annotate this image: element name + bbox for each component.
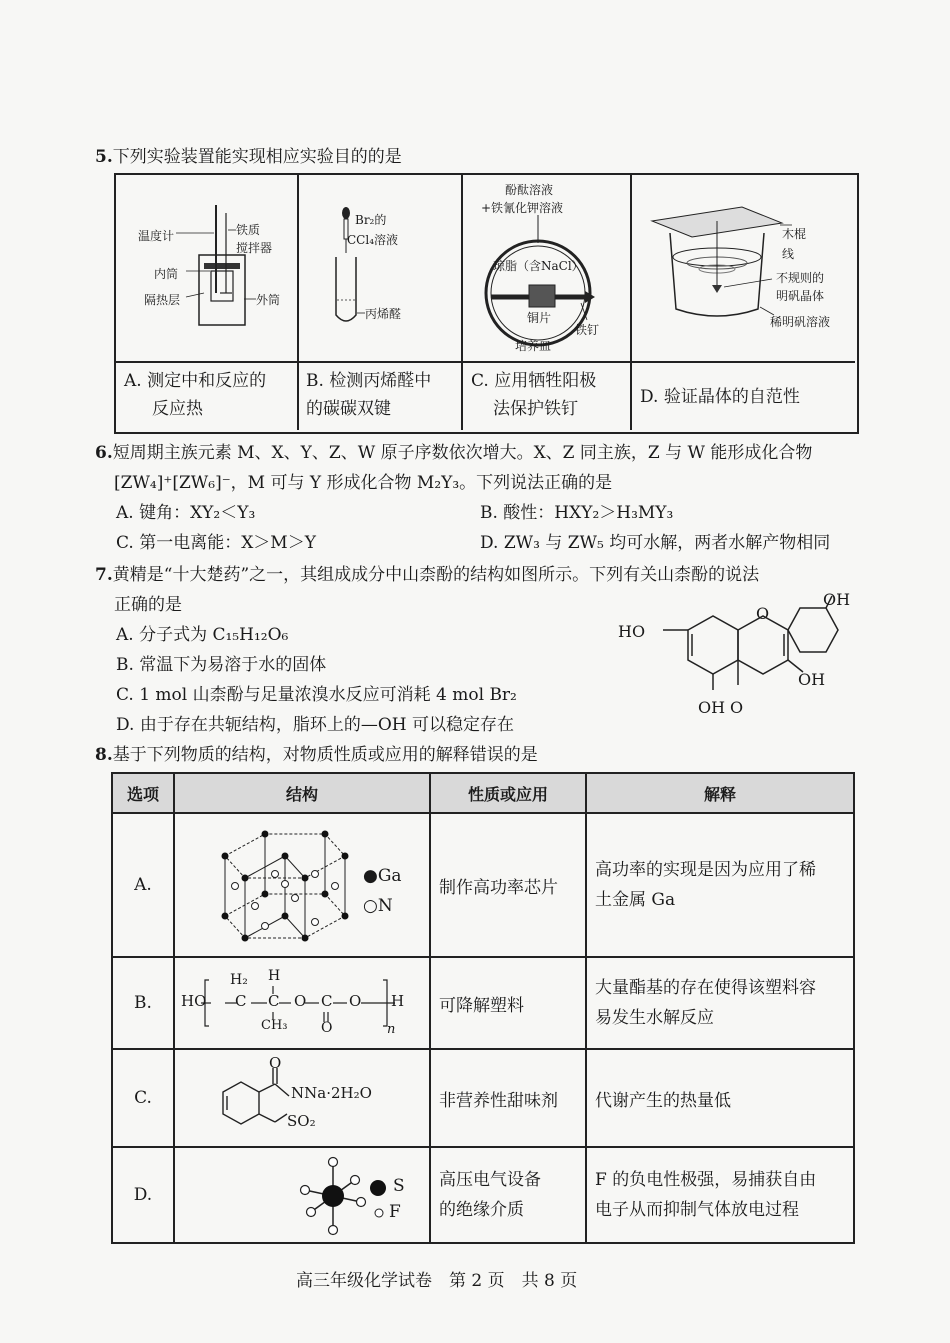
row-explanation: 代谢产生的热量低 <box>586 1049 854 1147</box>
legend-ga: ●Ga <box>363 866 402 886</box>
label-o-carbonyl: O <box>730 698 744 717</box>
q7-stem-line2: 正确的是 <box>114 595 182 615</box>
row-explanation: 高功率的实现是因为应用了稀 土金属 Ga <box>586 813 854 957</box>
legend-f: F <box>389 1202 401 1222</box>
label-irregular: 不规则的 <box>776 271 825 285</box>
testtube-drawing <box>299 175 461 361</box>
row-option: D. <box>112 1147 174 1243</box>
label-oh-right: OH <box>798 670 826 689</box>
label-o-ring: O <box>756 604 770 623</box>
saccharin-structure-cell <box>174 1049 430 1147</box>
formula-ho: HO <box>181 992 207 1010</box>
label-thermometer: 温度计 <box>138 229 175 243</box>
formula-h-end: H <box>391 992 405 1010</box>
col-header-property: 性质或应用 <box>430 773 586 813</box>
row-use: 高压电气设备 的绝缘介质 <box>430 1147 586 1243</box>
formula-o1: O <box>294 992 307 1010</box>
label-alum-solution: 稀明矾溶液 <box>770 315 831 329</box>
label-thread: 线 <box>782 247 795 261</box>
label-ferricyanide: +铁氰化钾溶液 <box>481 201 564 215</box>
label-inner: 内筒 <box>154 267 179 281</box>
calorimeter-figure <box>116 175 297 361</box>
q7-option-d[interactable]: D. 由于存在共轭结构，脂环上的—OH 可以稳定存在 <box>116 715 514 735</box>
q5-option-a[interactable]: A. 测定中和反应的 反应热 <box>124 371 267 419</box>
row-option: B. <box>112 957 174 1049</box>
calorimeter-drawing <box>116 175 297 361</box>
col-header-option: 选项 <box>112 773 174 813</box>
row-explanation: F 的负电性极强，易捕获自由 电子从而抑制气体放电过程 <box>586 1147 854 1243</box>
question-number: 5. <box>95 147 113 167</box>
q6-stem-line1: 6.短周期主族元素 M、X、Y、Z、W 原子序数依次增大。X、Z 同主族，Z 与 W 能形成化合物 <box>95 443 813 463</box>
petri-dish-figure <box>463 175 630 361</box>
label-phenolphthalein: 酚酞溶液 <box>505 183 554 197</box>
formula-h: H <box>268 968 281 984</box>
question-text: 下列实验装置能实现相应实验目的的是 <box>112 147 402 167</box>
row-use: 非营养性甜味剂 <box>430 1049 586 1147</box>
formula-nna: NNa·2H₂O <box>291 1084 372 1102</box>
label-acrolein: 丙烯醛 <box>365 307 402 321</box>
page-footer: 高三年级化学试卷 第 2 页 共 8 页 <box>296 1271 578 1291</box>
row-explanation: 大量酯基的存在使得该塑料容 易发生水解反应 <box>586 957 854 1049</box>
label-stirrer2: 搅拌器 <box>236 241 273 255</box>
formula-n: n <box>387 1022 396 1037</box>
legend-s: S <box>393 1176 405 1196</box>
q7-stem-line1: 7.黄精是“十大楚药”之一，其组成成分中山柰酚的结构如图所示。下列有关山柰酚的说法 <box>95 565 760 585</box>
crystal-figure <box>632 175 855 361</box>
row-use: 制作高功率芯片 <box>430 813 586 957</box>
q6-stem-line2: [ZW₄]⁺[ZW₆]⁻，M 可与 Y 形成化合物 M₂Y₃。下列说法正确的是 <box>114 473 613 493</box>
kaempferol-structure <box>618 590 858 725</box>
crystal-drawing <box>632 175 855 361</box>
label-insulation: 隔热层 <box>144 293 181 307</box>
label-oh-top: OH <box>823 590 851 609</box>
q7-option-a[interactable]: A. 分子式为 C₁₅H₁₂O₆ <box>116 625 289 645</box>
q8-table <box>111 772 855 1244</box>
formula-o-dbl: O <box>321 1020 333 1036</box>
formula-c1: C <box>235 992 247 1010</box>
table-row[interactable] <box>112 1147 854 1243</box>
q6-option-b[interactable]: B. 酸性：HXY₂＞H₃MY₃ <box>480 503 674 523</box>
label-stick: 木棍 <box>782 227 807 241</box>
q8-stem: 8.基于下列物质的结构，对物质性质或应用的解释错误的是 <box>95 745 538 765</box>
legend-n: ○N <box>363 896 393 916</box>
label-outer: 外筒 <box>256 293 281 307</box>
row-option: A. <box>112 813 174 957</box>
testtube-figure <box>299 175 461 361</box>
table-row[interactable] <box>112 813 854 957</box>
formula-so2: SO₂ <box>287 1112 316 1130</box>
formula-c3: C <box>321 992 333 1010</box>
q6-option-a[interactable]: A. 键角：XY₂＜Y₃ <box>116 503 256 523</box>
q6-option-d[interactable]: D. ZW₃ 与 ZW₅ 均可水解，两者水解产物相同 <box>480 533 831 553</box>
label-br2: Br₂的 <box>355 213 387 227</box>
label-ccl4: CCl₄溶液 <box>347 233 399 247</box>
formula-h2: H₂ <box>230 972 248 988</box>
label-ho-left: HO <box>618 622 646 641</box>
q5-stem <box>95 142 402 167</box>
label-nail: 铁钉 <box>575 323 600 337</box>
gan-structure-cell <box>174 813 430 957</box>
col-header-structure: 结构 <box>174 773 430 813</box>
row-option: C. <box>112 1049 174 1147</box>
col-header-explanation: 解释 <box>586 773 854 813</box>
row-use: 可降解塑料 <box>430 957 586 1049</box>
label-dish: 培养皿 <box>515 339 552 353</box>
formula-o2: O <box>349 992 362 1010</box>
sf6-structure-cell <box>174 1147 430 1243</box>
formula-ch3: CH₃ <box>261 1018 288 1033</box>
q7-option-c[interactable]: C. 1 mol 山柰酚与足量浓溴水反应可消耗 4 mol Br₂ <box>116 685 517 705</box>
table-header-row <box>112 773 854 813</box>
formula-c2: C <box>268 992 280 1010</box>
q5-option-c[interactable]: C. 应用牺牲阳极 法保护铁钉 <box>471 371 597 419</box>
q5-table <box>114 173 859 434</box>
q7-option-b[interactable]: B. 常温下为易溶于水的固体 <box>116 655 327 675</box>
formula-o: O <box>269 1054 282 1072</box>
label-copper: 铜片 <box>527 311 552 325</box>
label-agar: 琼脂（含NaCl） <box>493 259 584 273</box>
polycarbonate-structure-cell <box>174 957 430 1049</box>
q6-option-c[interactable]: C. 第一电离能：X＞M＞Y <box>116 533 316 553</box>
label-stirrer1: 铁质 <box>236 223 261 237</box>
q5-option-d[interactable]: D. 验证晶体的自范性 <box>640 387 800 407</box>
table-row[interactable] <box>112 957 854 1049</box>
label-oh-bottom: OH <box>698 698 726 717</box>
gan-crystal-drawing <box>205 826 355 946</box>
q5-option-b[interactable]: B. 检测丙烯醛中 的碳碳双键 <box>306 371 432 419</box>
table-row[interactable] <box>112 1049 854 1147</box>
sf6-drawing <box>293 1150 393 1242</box>
label-alum-crystal: 明矾晶体 <box>776 289 825 303</box>
